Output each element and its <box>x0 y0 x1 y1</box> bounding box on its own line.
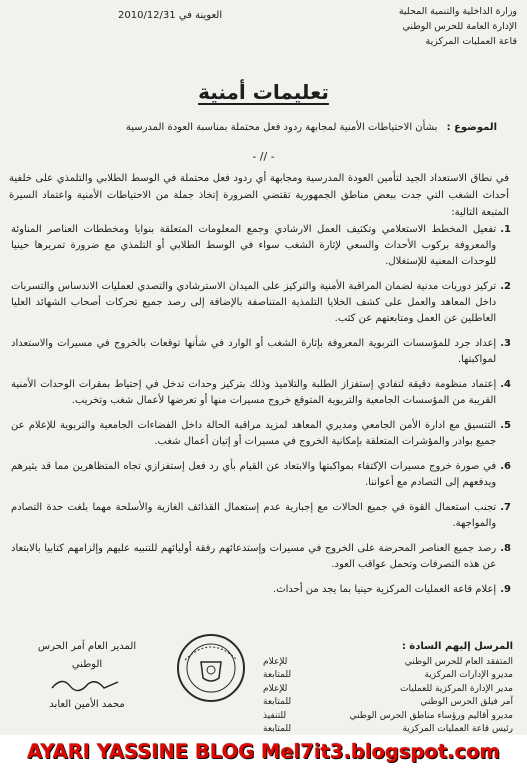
instruction-item <box>11 500 511 532</box>
recipient-row <box>263 710 513 724</box>
subject-line <box>27 122 497 133</box>
recipient-row <box>263 669 513 683</box>
letterhead-line-operations-room: قاعة العمليات المركزية <box>425 36 517 47</box>
recipient-name: المتفقد العام للحرس الوطني <box>404 656 513 667</box>
instruction-text: إعداد جرد للمؤسسات التربوية المعروفة بإثارة الشغب أو الوارد في شأنها توقعات بالخروج في مسيرات والاستعداد لمواكبتها. <box>11 338 497 365</box>
letterhead <box>337 4 517 49</box>
instruction-number: 5. <box>500 420 511 431</box>
instruction-text: تجنب استعمال القوة في جميع الحالات مع إجبارية عدم إستعمال القذائف الغازية والأسلحة مهما بلغت حدة التصادم والمواجهة. <box>11 502 497 529</box>
instruction-number: 3. <box>500 338 511 349</box>
recipient-action: للتنفيذ <box>263 710 287 721</box>
instruction-item <box>11 279 511 327</box>
instruction-list <box>11 222 511 607</box>
instruction-number: 9. <box>500 584 511 595</box>
recipient-name: آمر فيلق الحرس الوطني <box>420 697 513 707</box>
letterhead-line-ministry: وزارة الداخلية والتنمية المحلية <box>398 6 517 17</box>
recipient-action: للمتابعة <box>263 697 292 707</box>
instruction-item <box>11 541 511 573</box>
instruction-number: 6. <box>500 461 511 472</box>
instruction-item <box>11 222 511 270</box>
intro-paragraph: في نطاق الاستعداد الجيد لتأمين العودة المدرسية ومجابهة أي ردود فعل محتملة في الوسط الطلابي والتلمذي على خلفية أحداث الشغب التي جدت ببعض مناطق الجمهورية تقتضي الضرورة إتخاذ جملة من الاحتياطات الأمنية واعتماد السيرة المتبعة التالية: <box>9 173 509 218</box>
instruction-item <box>11 377 511 409</box>
instruction-text: رصد جميع العناصر المحرضة على الخروج في مسيرات وإستدعائهم رفقة أوليائهم للتنبيه عليهم وإلزامهم كتابيا بالابتعاد عن هذه التصرفات وتحمل عواقب العود. <box>11 543 497 570</box>
signatory-title: المدير العام آمر الحرس الوطني <box>37 641 137 670</box>
handwritten-signature-icon <box>22 674 152 696</box>
signature-block <box>22 638 152 714</box>
recipient-row <box>263 723 513 735</box>
instruction-item <box>11 582 511 598</box>
official-seal-icon <box>175 632 247 704</box>
instruction-number: 4. <box>500 379 511 390</box>
instruction-text: تركيز دوريات مدنية لضمان المراقبة الأمنية والتركيز على الميدان الاسترشادي والتصدي لعمليات الاندساس والتسربات داخل المعاهد والعمل على كشف الخلايا التلمذية المتناصفة بالإضافة إلى رصد جميع تحركات أصحاب الشهائد العليا العاطلين عن العمل ومتابعتهم عن كثب. <box>11 281 497 324</box>
instruction-number: 2. <box>500 281 511 292</box>
separator: - // - <box>252 150 275 163</box>
subject-label: الموضوع : <box>446 122 497 133</box>
subject-text: بشأن الاحتياطات الأمنية لمجابهة ردود فعل محتملة بمناسبة العودة المدرسية <box>125 122 438 133</box>
recipients-heading: المرسل إليهم السادة : <box>401 641 513 652</box>
recipient-action: للإعلام <box>263 656 288 667</box>
instruction-number: 7. <box>500 502 511 513</box>
recipient-action: للمتابعة <box>263 724 292 734</box>
recipient-row <box>263 656 513 670</box>
instruction-text: التنسيق مع ادارة الأمن الجامعي ومديري المعاهد لمزيد مراقبة الحالة داخل الفضاءات الجامعية والتربوية للإعلام عن جميع بوادر والمؤشرات المتعلقة بإمكانية الخروج في مسيرات أو إتيان أعمال شغب. <box>11 420 497 447</box>
recipient-name: مدير الإدارة المركزية للعمليات <box>400 683 513 694</box>
instruction-number: 1. <box>500 224 511 235</box>
instruction-text: إعتماد منظومة دقيقة لتفادي إستفزاز الطلبة والتلاميذ وذلك بتركيز وحدات تدخل في إحتياط بمقرات الوحدات الأمنية القريبة من المؤسسات الجامعية والتربوية المتوقع خروج مسيرات منها أو تعرضها لأعمال شغب وتخريب. <box>11 379 497 406</box>
instruction-item <box>11 418 511 450</box>
instruction-text: في صورة خروج مسيرات الإكتفاء بمواكبتها والابتعاد عن القيام بأي رد فعل إستفزازي تجاه المتظاهرين مما قد يثيرهم ويدفعهم إلى التصادم مع أعواننا. <box>11 461 497 488</box>
recipient-row <box>263 683 513 697</box>
recipient-action: للإعلام <box>263 683 288 694</box>
letterhead-line-directorate: الإدارة العامة للحرس الوطني <box>402 21 517 32</box>
recipients-block <box>263 640 513 735</box>
recipient-name: رئيس قاعة العمليات المركزية <box>402 724 513 734</box>
document-date: العوينة في 2010/12/31 <box>118 10 223 21</box>
instruction-item <box>11 336 511 368</box>
document-title: تعليمات أمنية <box>198 80 329 104</box>
signatory-name: محمد الأمين العابد <box>49 699 125 710</box>
recipient-action: للمتابعة <box>263 670 292 680</box>
instruction-text: إعلام قاعة العمليات المركزية حينيا بما يجد من أحداث. <box>273 584 497 595</box>
blog-watermark-banner: AYARI YASSINE BLOG Mel7it3.blogspot.com <box>0 735 527 768</box>
instruction-number: 8. <box>500 543 511 554</box>
recipient-name: مديرو الإدارات المركزية <box>424 670 513 680</box>
instruction-item <box>11 459 511 491</box>
instruction-text: تفعيل المخطط الاستعلامي وتكثيف العمل الارشادي وجمع المعلومات المتعلقة بنوايا ومخططات العناصر المناوئة والمعروفة بركوب الأحداث والسعي لإثارة الشغب سواء في الوسط الطلابي أو التلمذي مع ضرورة تمريرها حينيا للوحدات المعنية للإستغلال. <box>11 224 497 267</box>
recipient-name: مديرو أقاليم ورؤساء مناطق الحرس الوطني <box>349 710 513 721</box>
recipient-row <box>263 696 513 710</box>
